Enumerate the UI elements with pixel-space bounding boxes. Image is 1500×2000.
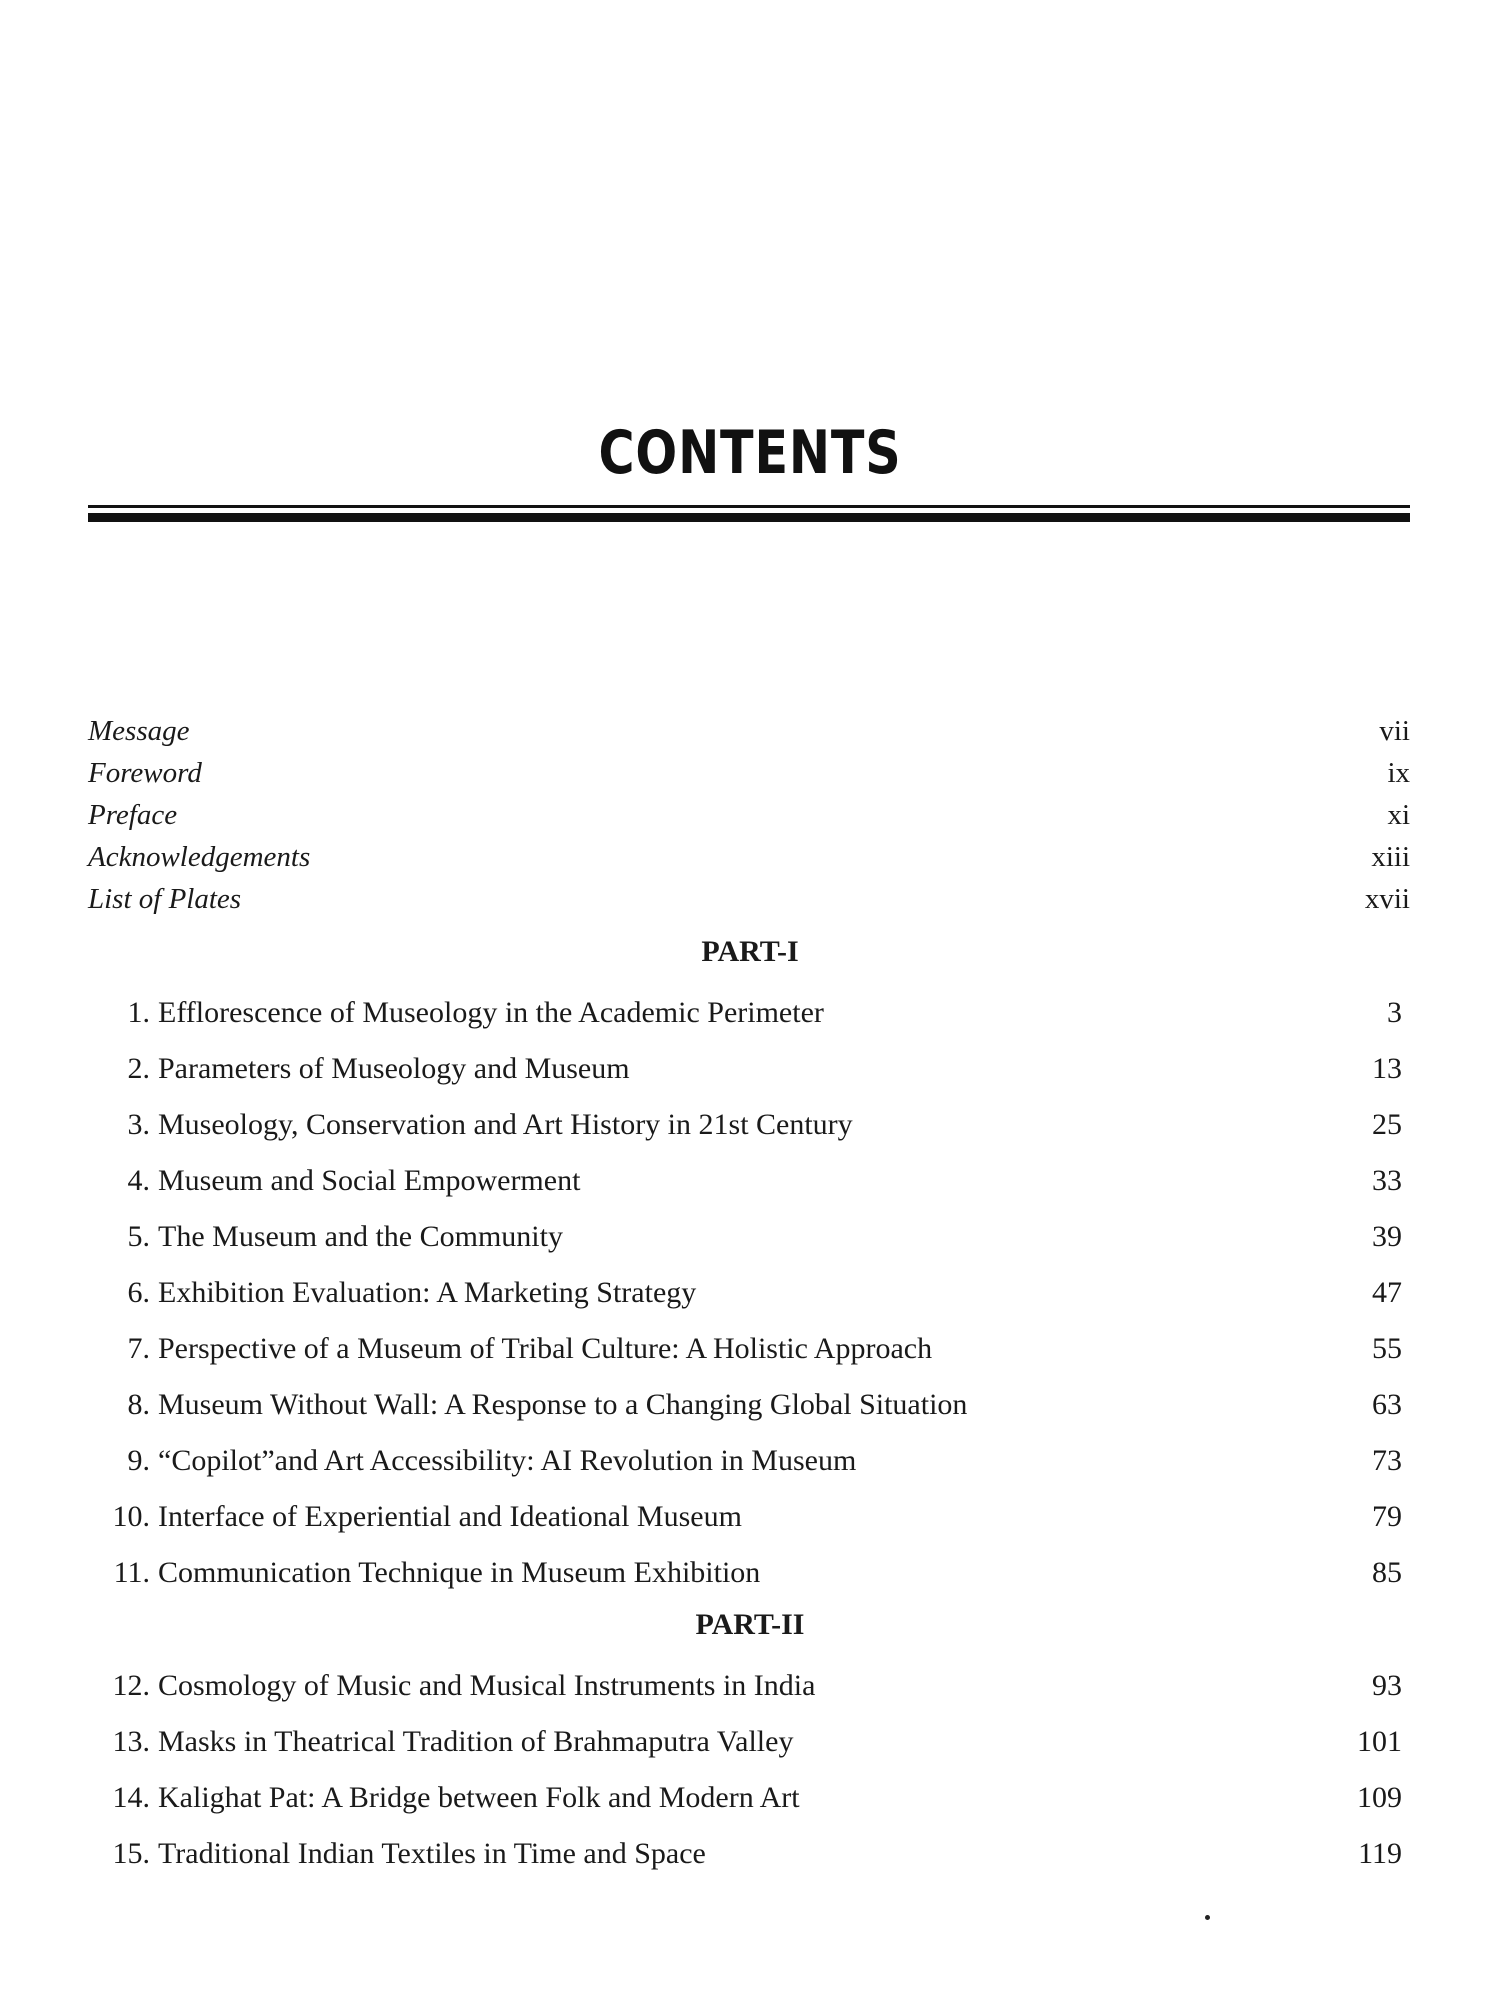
- chapter-page: 3: [1387, 996, 1402, 1029]
- chapter-number: 3.: [127, 1108, 150, 1141]
- chapter-page: 63: [1372, 1388, 1402, 1421]
- chapter-page: 73: [1372, 1444, 1402, 1477]
- chapter-number: 1.: [127, 996, 150, 1029]
- chapter-item: [88, 1826, 1410, 1882]
- chapter-number: 12.: [112, 1669, 150, 1702]
- chapter-number: 11.: [113, 1556, 150, 1589]
- chapter-title: Museum and Social Empowerment: [158, 1164, 581, 1197]
- chapter-title: The Museum and the Community: [158, 1220, 563, 1253]
- chapter-number: 10.: [112, 1500, 150, 1533]
- front-matter-title: Preface: [88, 799, 178, 831]
- chapter-title: Museology, Conservation and Art History in 21st Century: [158, 1108, 853, 1141]
- chapter-item: [88, 1153, 1410, 1209]
- chapter-number: 5.: [127, 1220, 150, 1253]
- chapter-number: 7.: [127, 1332, 150, 1365]
- front-matter-item: [88, 794, 1410, 836]
- chapter-page: 55: [1372, 1332, 1402, 1365]
- chapter-page: 85: [1372, 1556, 1402, 1589]
- chapter-number: 14.: [112, 1781, 150, 1814]
- chapter-page: 33: [1372, 1164, 1402, 1197]
- front-matter-item: [88, 878, 1410, 920]
- chapter-title: Museum Without Wall: A Response to a Changing Global Situation: [158, 1388, 968, 1421]
- chapter-title: Exhibition Evaluation: A Marketing Strategy: [158, 1276, 697, 1309]
- chapter-number: 2.: [127, 1052, 150, 1085]
- front-matter-page: xiii: [1371, 841, 1410, 873]
- chapter-title: “Copilot”and Art Accessibility: AI Revolution in Museum: [158, 1444, 857, 1477]
- chapter-number: 13.: [112, 1725, 150, 1758]
- chapter-number: 9.: [127, 1444, 150, 1477]
- chapter-title: Traditional Indian Textiles in Time and Space: [158, 1837, 706, 1870]
- chapter-page: 79: [1372, 1500, 1402, 1533]
- front-matter-page: xi: [1387, 799, 1410, 831]
- chapter-title: Perspective of a Museum of Tribal Culture: A Holistic Approach: [158, 1332, 933, 1365]
- chapter-title: Cosmology of Music and Musical Instruments in India: [158, 1669, 816, 1702]
- chapter-item: [88, 1041, 1410, 1097]
- chapter-page: 119: [1358, 1837, 1402, 1870]
- chapter-page: 25: [1372, 1108, 1402, 1141]
- front-matter-title: Message: [88, 715, 190, 747]
- chapter-list: [88, 1658, 1410, 1882]
- title-rule-thick: [88, 513, 1410, 522]
- chapter-title: Masks in Theatrical Tradition of Brahmaputra Valley: [158, 1725, 794, 1758]
- chapter-item: [88, 1265, 1410, 1321]
- chapter-title: Communication Technique in Museum Exhibition: [158, 1556, 761, 1589]
- chapter-item: [88, 985, 1410, 1041]
- chapter-page: 47: [1372, 1276, 1402, 1309]
- chapter-item: [88, 1545, 1410, 1601]
- front-matter-list: [88, 710, 1410, 920]
- chapter-item: [88, 1209, 1410, 1265]
- chapter-title: Parameters of Museology and Museum: [158, 1052, 630, 1085]
- chapter-item: [88, 1377, 1410, 1433]
- chapter-number: 4.: [127, 1164, 150, 1197]
- scan-speck: [1205, 1915, 1210, 1920]
- front-matter-page: vii: [1379, 715, 1410, 747]
- chapter-title: Kalighat Pat: A Bridge between Folk and Modern Art: [158, 1781, 800, 1814]
- part-heading: PART-I: [701, 935, 799, 968]
- front-matter-item: [88, 710, 1410, 752]
- chapter-item: [88, 1714, 1410, 1770]
- chapter-page: 109: [1357, 1781, 1402, 1814]
- front-matter-item: [88, 836, 1410, 878]
- front-matter-page: ix: [1387, 757, 1410, 789]
- chapter-page: 93: [1372, 1669, 1402, 1702]
- chapter-number: 8.: [127, 1388, 150, 1421]
- front-matter-item: [88, 752, 1410, 794]
- part-heading: PART-II: [695, 1608, 805, 1641]
- chapter-item: [88, 1658, 1410, 1714]
- chapter-number: 6.: [127, 1276, 150, 1309]
- front-matter-title: List of Plates: [88, 883, 242, 915]
- chapter-item: [88, 1489, 1410, 1545]
- chapter-item: [88, 1321, 1410, 1377]
- chapter-title: Interface of Experiential and Ideational Museum: [158, 1500, 742, 1533]
- chapter-number: 15.: [112, 1837, 150, 1870]
- chapter-item: [88, 1770, 1410, 1826]
- page-title: CONTENTS: [598, 418, 902, 488]
- front-matter-page: xvii: [1364, 883, 1410, 915]
- chapter-list: [88, 985, 1410, 1601]
- chapter-page: 39: [1372, 1220, 1402, 1253]
- chapter-title: Efflorescence of Museology in the Academic Perimeter: [158, 996, 824, 1029]
- chapter-page: 101: [1357, 1725, 1402, 1758]
- title-rule-thin: [88, 505, 1410, 508]
- chapter-item: [88, 1097, 1410, 1153]
- chapter-item: [88, 1433, 1410, 1489]
- front-matter-title: Foreword: [88, 757, 202, 789]
- front-matter-title: Acknowledgements: [88, 841, 311, 873]
- chapter-page: 13: [1372, 1052, 1402, 1085]
